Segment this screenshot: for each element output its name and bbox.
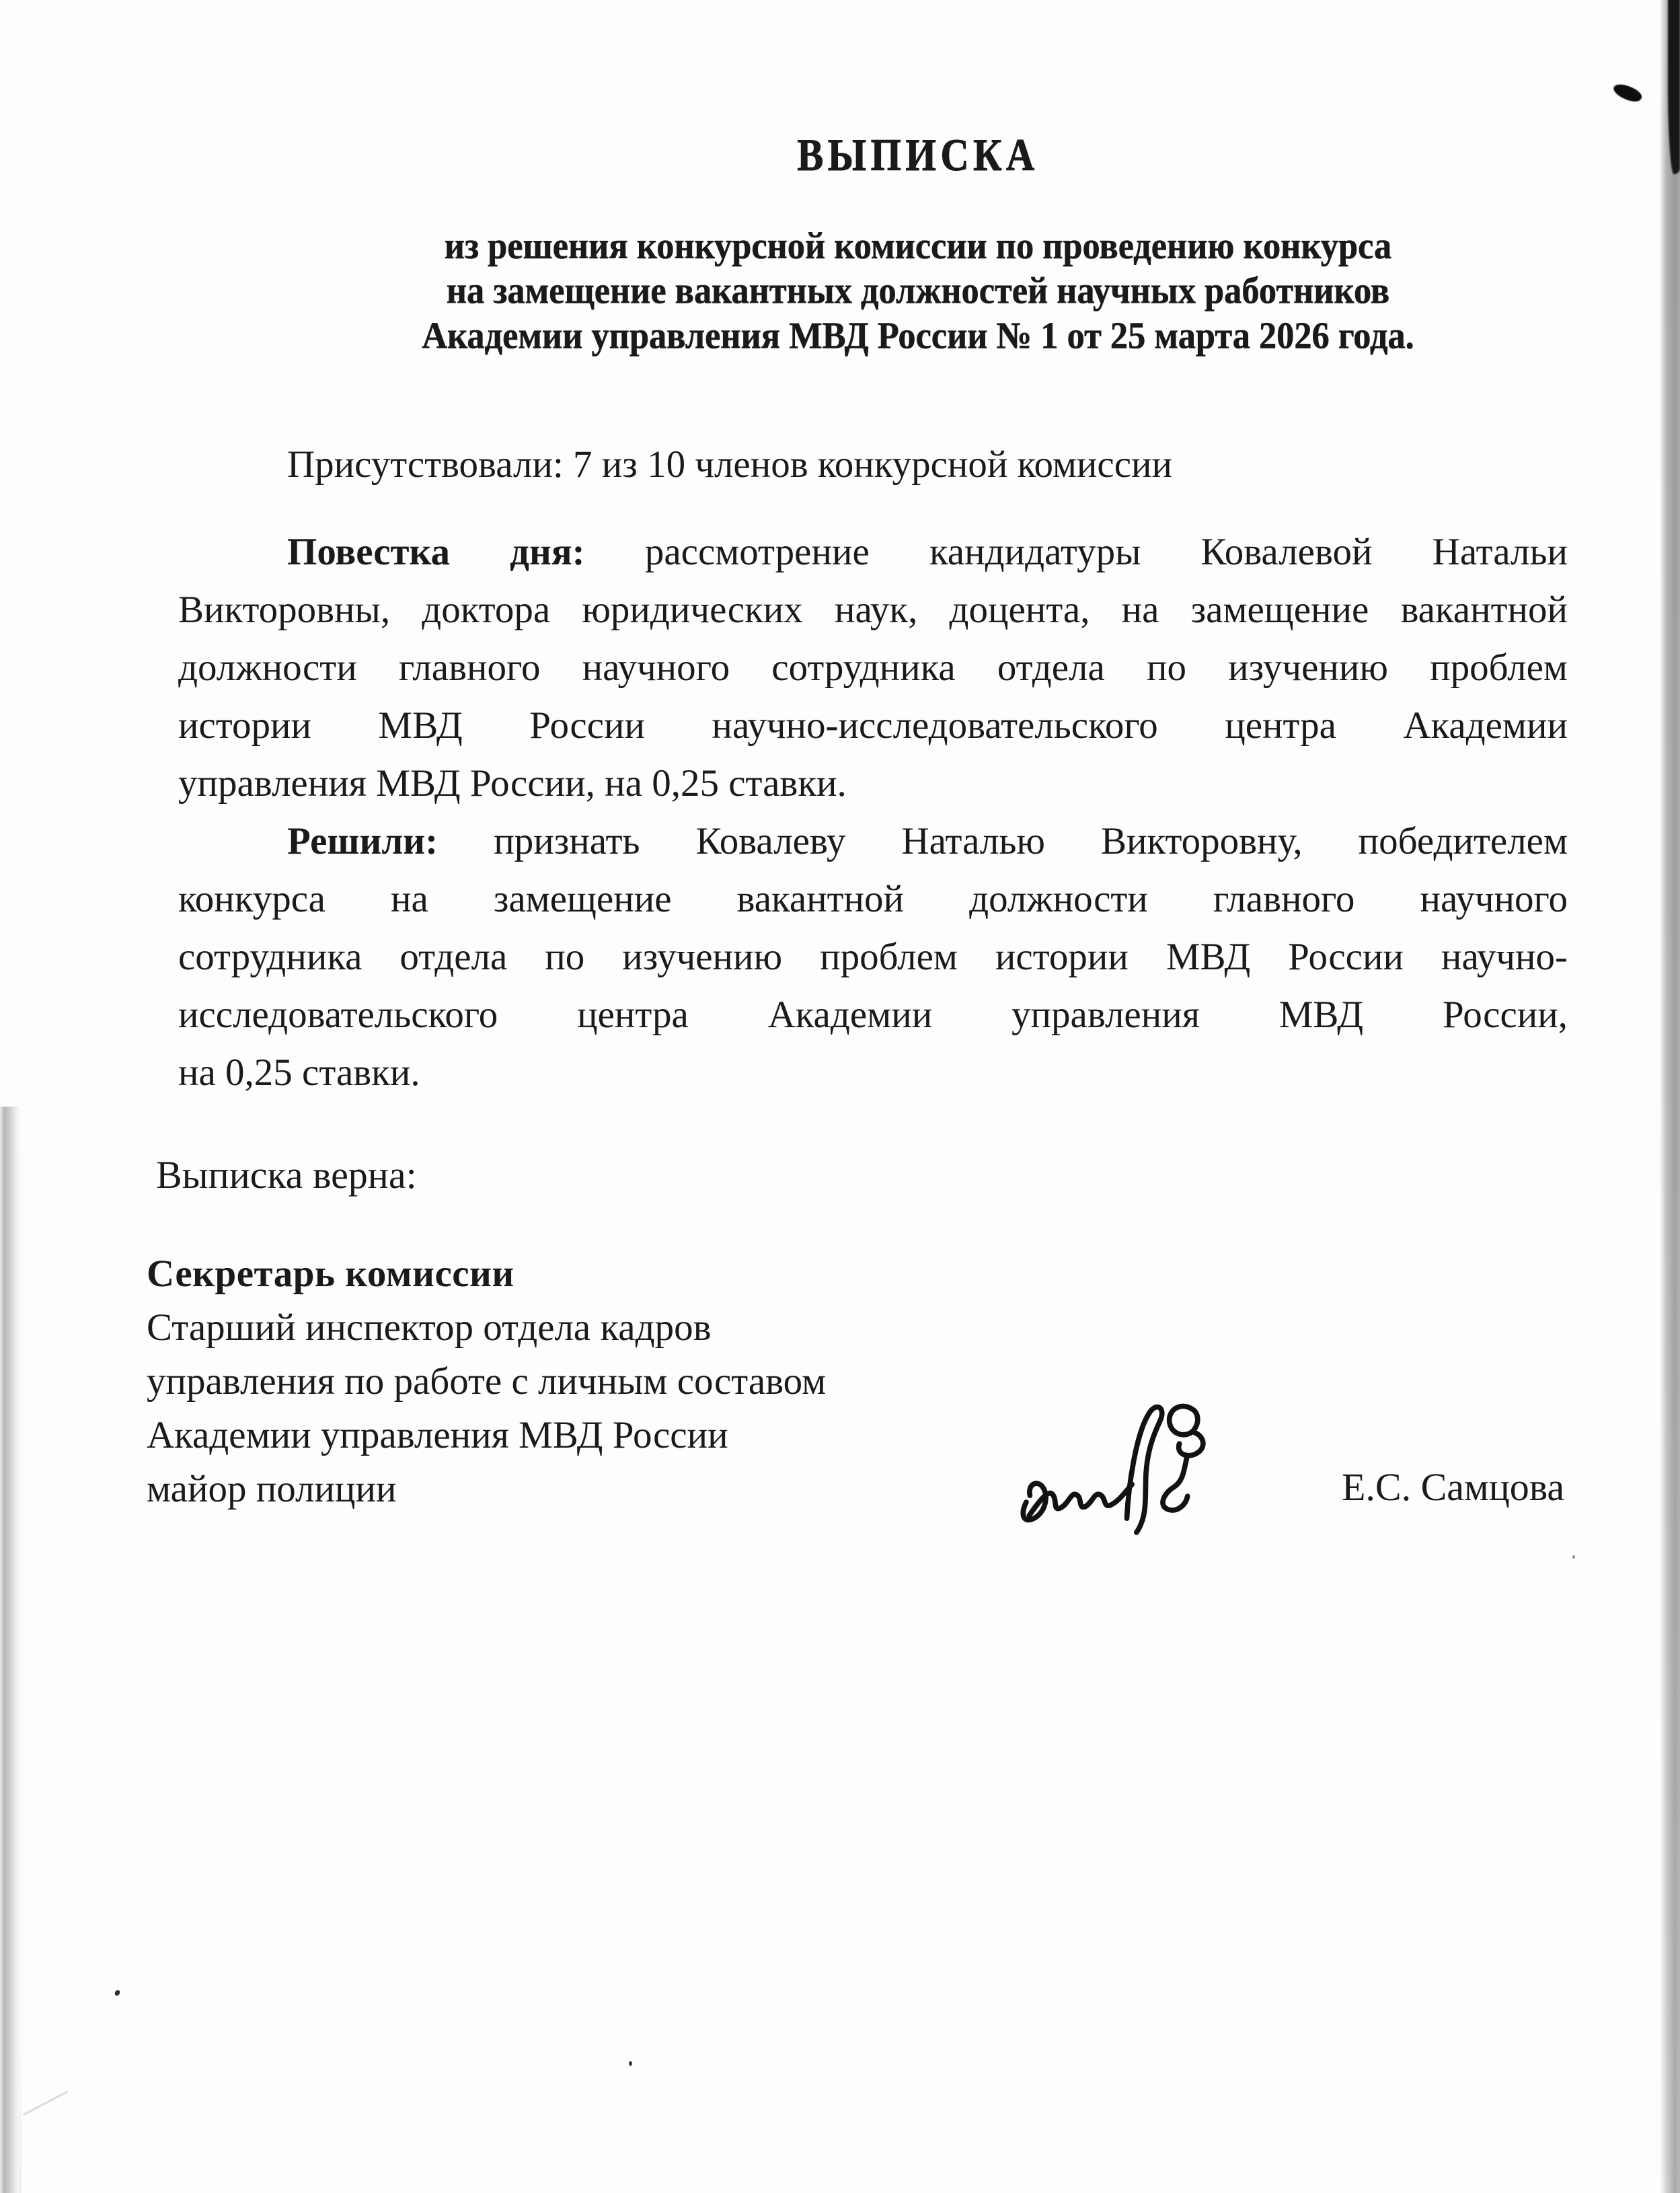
agenda-last-line: управления МВД России, на 0,25 ставки. — [178, 762, 847, 805]
document-title: ВЫПИСКА — [797, 130, 1039, 181]
text-line: должности главного научного сотрудника отдела по изучению проблем — [178, 646, 1568, 689]
resolution-label: Решили: — [287, 820, 438, 862]
text-line: Академии управления МВД России № 1 от 25 марта 2026 года. — [422, 314, 1414, 357]
text-line: исследовательского центра Академии управления МВД России, — [178, 994, 1568, 1036]
resolution-last-line: на 0,25 ставки. — [178, 1051, 420, 1094]
text-line: на замещение вакантных должностей научных работников — [446, 269, 1390, 312]
agenda-middle-lines — [178, 581, 1568, 755]
text-line: сотрудника отдела по изучению проблем истории МВД России научно- — [178, 936, 1568, 978]
text-line: Старший инспектор отдела кадров — [147, 1306, 712, 1349]
resolution-first-line-rest: признать Ковалеву Наталью Викторовну, победителем — [494, 820, 1568, 862]
scan-edge-right — [1660, 0, 1680, 2193]
certification-line: Выписка верна: — [156, 1153, 417, 1197]
agenda-paragraph — [178, 523, 1568, 813]
scan-edge-right-shadow — [1668, 0, 1680, 174]
dust-speck — [114, 1989, 121, 1997]
text-line: конкурса на замещение вакантной должности главного научного — [178, 878, 1568, 920]
agenda-first-line-rest: рассмотрение кандидатуры Ковалевой Натальи — [644, 531, 1568, 573]
resolution-middle-lines — [178, 870, 1568, 1044]
scan-edge-left — [0, 1107, 22, 2193]
ink-blot-mark — [1611, 80, 1644, 105]
resolution-paragraph — [178, 813, 1568, 1102]
agenda-first-line — [178, 523, 1568, 581]
attendees-line: Присутствовали: 7 из 10 членов конкурсной комиссии — [287, 443, 1173, 486]
text-line: майор полиции — [147, 1468, 397, 1510]
text-line: Викторовны, доктора юридических наук, доцента, на замещение вакантной — [178, 589, 1568, 631]
signatory-name: Е.С. Самцова — [1342, 1465, 1565, 1509]
scan-scratch — [23, 2091, 69, 2116]
agenda-label: Повестка дня: — [287, 531, 585, 573]
dust-speck — [629, 2061, 632, 2066]
handwritten-signature-icon — [1012, 1391, 1234, 1539]
text-line: из решения конкурсной комиссии по проведению конкурса — [444, 225, 1392, 267]
signatory-block — [147, 1247, 1021, 1516]
text-line: Академии управления МВД России — [147, 1414, 728, 1456]
signatory-role-lines — [147, 1301, 1021, 1516]
resolution-first-line — [178, 813, 1568, 870]
text-line: управления по работе с личным составом — [147, 1360, 827, 1403]
document-subtitle — [223, 223, 1613, 358]
dust-speck — [1572, 1555, 1575, 1559]
text-line: истории МВД России научно-исследовательского центра Академии — [178, 704, 1568, 747]
signatory-role-title: Секретарь комиссии — [147, 1253, 514, 1295]
